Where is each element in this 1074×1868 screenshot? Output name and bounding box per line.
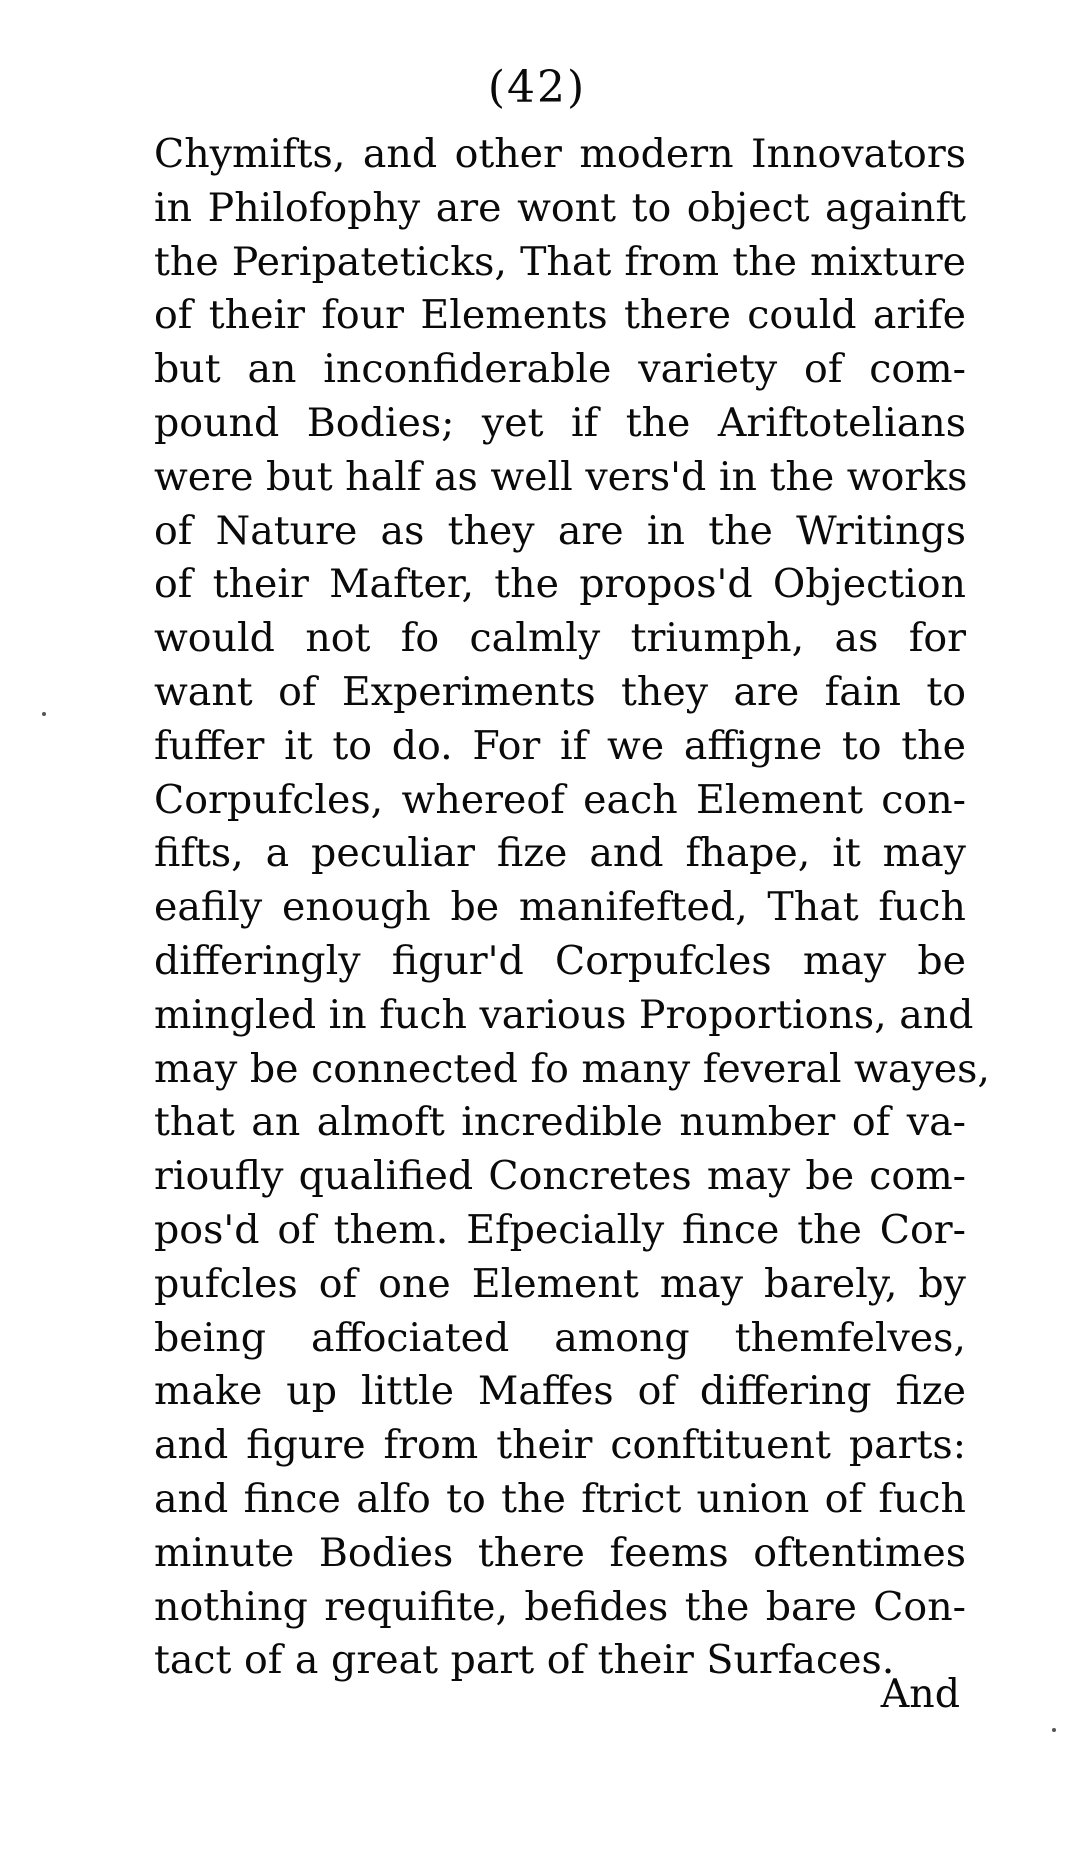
page-number: (42) [487,62,587,113]
text-line: nothing requifite, befides the bare Con- [154,1583,966,1630]
text-line: and figure from their conftituent parts: [154,1422,966,1469]
text-line: the Peripateticks, That from the mixture [154,238,966,285]
text-line: of their four Elements there could arife [154,292,966,339]
text-line: eafily enough be manifefted, That fuch [154,884,966,931]
text-line: mingled in fuch various Proportions, and [154,991,974,1038]
text-line: but an inconfiderable variety of com- [154,346,966,393]
text-line: want of Experiments they are fain to [154,668,966,715]
text-line: Corpufcles, whereof each Element con- [154,776,966,823]
text-line: make up little Maffes of differing fize [154,1368,966,1415]
text-line: Chymifts, and other modern Innovators [154,131,966,177]
text-line: tact of a great part of their Surfaces. [154,1637,895,1684]
text-line: may be connected fo many feveral wayes, [154,1045,990,1092]
text-line: differingly figur'd Corpufcles may be [154,937,966,984]
text-line: that an almoft incredible number of va- [154,1099,966,1146]
text-line: and fince alfo to the ftrict union of fuch [154,1475,966,1522]
text-line: in Philofophy are wont to object againft [154,184,966,231]
text-line: of Nature as they are in the Writings [154,507,966,554]
text-line: of their Mafter, the propos'd Objection [154,561,966,608]
catchword: And [880,1671,960,1717]
paper-speck [1052,1728,1056,1732]
text-line: minute Bodies there feems oftentimes [154,1529,966,1576]
text-line: would not fo calmly triumph, as for [154,615,966,662]
text-line: fuffer it to do. For if we affigne to the [154,722,966,769]
text-line: pos'd of them. Efpecially fince the Cor- [154,1206,966,1253]
body-text [154,128,990,1688]
text-line: pufcles of one Element may barely, by [154,1260,966,1307]
text-line: rioufly qualified Concretes may be com- [154,1153,966,1200]
paper-speck [42,712,46,716]
text-line: fifts, a peculiar fize and fhape, it may [154,830,966,877]
text-line: pound Bodies; yet if the Ariftotelians [154,399,966,446]
text-line: being affociated among themfelves, [154,1314,966,1361]
text-line: were but half as well vers'd in the works [154,453,968,500]
